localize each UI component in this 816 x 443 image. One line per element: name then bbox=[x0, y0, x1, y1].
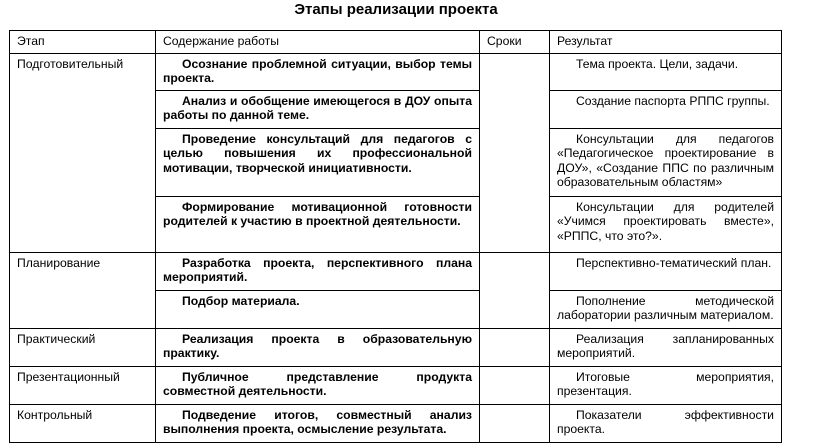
term-cell bbox=[480, 53, 550, 252]
content-cell: Формирование мотивационной готовности родителей к участию в проектной деятельности. bbox=[156, 196, 480, 252]
table-row bbox=[10, 252, 782, 290]
result-cell: Показатели эффективности проекта. bbox=[550, 404, 782, 442]
result-cell: Итоговые мероприятия, презентация. bbox=[550, 366, 782, 404]
table-header-row bbox=[10, 31, 782, 54]
header-stage: Этап bbox=[10, 31, 156, 54]
header-term: Сроки bbox=[480, 31, 550, 54]
result-cell: Перспективно-тематический план. bbox=[550, 252, 782, 290]
table-row bbox=[10, 366, 782, 404]
term-cell bbox=[480, 366, 550, 404]
content-cell: Проведение консультаций для педагогов с целью повышения их профессиональной мотивации, творческой инициативности. bbox=[156, 128, 480, 196]
term-cell bbox=[480, 328, 550, 366]
stage-cell: Планирование bbox=[10, 252, 156, 328]
table-row bbox=[10, 404, 782, 442]
stage-cell: Практический bbox=[10, 328, 156, 366]
stage-cell: Презентационный bbox=[10, 366, 156, 404]
content-cell: Осознание проблемной ситуации, выбор темы проекта. bbox=[156, 53, 480, 90]
stages-table bbox=[9, 30, 782, 443]
header-content: Содержание работы bbox=[156, 31, 480, 54]
result-cell: Консультации для педагогов «Педагогическое проектирование в ДОУ», «Создание ППС по различным образовательным областям» bbox=[550, 128, 782, 196]
table-row bbox=[10, 53, 782, 90]
result-cell: Тема проекта. Цели, задачи. bbox=[550, 53, 782, 90]
table-row bbox=[10, 328, 782, 366]
stage-cell: Подготовительный bbox=[10, 53, 156, 252]
result-cell: Консультации для родителей «Учимся проектировать вместе», «РППС, что это?». bbox=[550, 196, 782, 252]
result-cell: Реализация запланированных мероприятий. bbox=[550, 328, 782, 366]
term-cell bbox=[480, 252, 550, 328]
content-cell: Анализ и обобщение имеющегося в ДОУ опыта работы по данной теме. bbox=[156, 90, 480, 128]
content-cell: Разработка проекта, перспективного плана мероприятий. bbox=[156, 252, 480, 290]
result-cell: Создание паспорта РППС группы. bbox=[550, 90, 782, 128]
page-title: Этапы реализации проекта bbox=[294, 1, 498, 18]
stage-cell: Контрольный bbox=[10, 404, 156, 442]
term-cell bbox=[480, 404, 550, 442]
content-cell: Подбор материала. bbox=[156, 290, 480, 328]
content-cell: Реализация проекта в образовательную практику. bbox=[156, 328, 480, 366]
content-cell: Публичное представление продукта совместной деятельности. bbox=[156, 366, 480, 404]
header-result: Результат bbox=[550, 31, 782, 54]
content-cell: Подведение итогов, совместный анализ выполнения проекта, осмысление результата. bbox=[156, 404, 480, 442]
result-cell: Пополнение методической лаборатории различным материалом. bbox=[550, 290, 782, 328]
